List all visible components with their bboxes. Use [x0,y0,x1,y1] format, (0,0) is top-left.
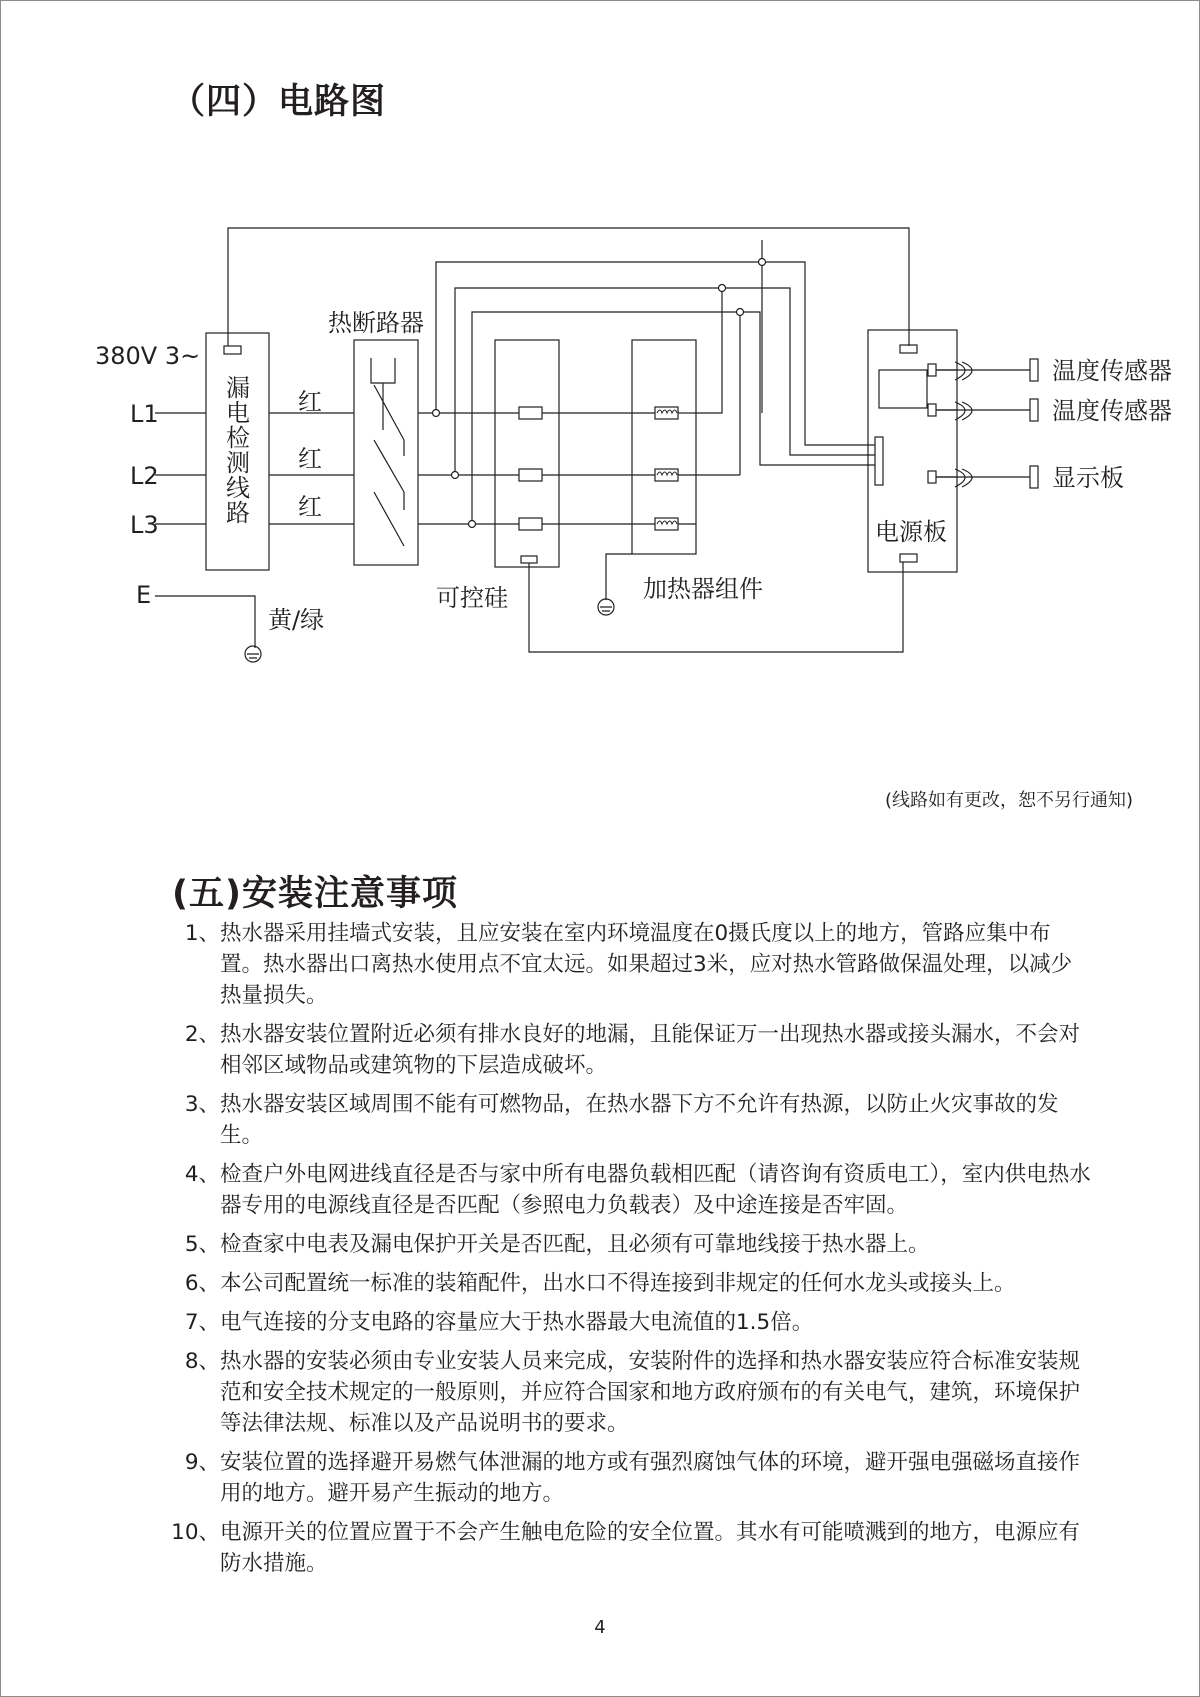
list-item [172,1307,1092,1338]
section-heading-circuit-diagram: （四）电路图 [170,82,387,122]
leakage-label-char: 路 [226,499,250,527]
section-heading-installation-notes: (五)安装注意事项 [172,874,458,914]
power-board-label: 电源板 [875,518,947,546]
list-item [172,1159,1092,1221]
heater-box [632,340,696,554]
change-notice: (线路如有更改，恕不另行通知) [884,790,1133,811]
list-item [172,1268,1092,1299]
thermal-cutout-label: 热断路器 [328,309,424,337]
display-board-label: 显示板 [1052,464,1124,492]
item-text: 电源开关的位置应置于不会产生触电危险的安全位置。其水有可能喷溅到的地方，电源应有防水措施。 [220,1520,1081,1576]
phase-label-l2: L2 [130,462,159,490]
item-number: 3、 [184,1092,220,1117]
leakage-label-char: 漏 [226,374,250,402]
scr-box [495,340,559,567]
phase-label-l1: L1 [130,400,159,428]
list-item [172,918,1092,1011]
thermal-cutout-box [354,340,418,565]
list-item [172,1346,1092,1439]
item-number: 6、 [184,1271,220,1296]
scr-label: 可控硅 [436,584,508,612]
list-item [172,1019,1092,1081]
heater-coils [657,410,677,524]
supply-label: 380V 3~ [95,342,201,370]
sensor-label-1: 温度传感器 [1052,357,1172,385]
heater-label: 加热器组件 [643,575,763,603]
leakage-label-char: 线 [226,474,250,502]
item-number: 1、 [184,921,220,946]
phase-label-l3: L3 [130,511,159,539]
item-text: 本公司配置统一标准的装箱配件，出水口不得连接到非规定的任何水龙头或接头上。 [220,1271,1016,1296]
list-item [172,1089,1092,1151]
item-number: 10、 [171,1520,220,1545]
wire-color-red-3: 红 [298,493,322,521]
circuit-diagram [80,200,1200,680]
wire-color-red-2: 红 [298,445,322,473]
list-item [172,1447,1092,1509]
earth-wire-color-label: 黄/绿 [268,606,325,634]
item-text: 检查家中电表及漏电保护开关是否匹配，且必须有可靠地线接于热水器上。 [220,1232,930,1257]
diagram-wires [155,228,1038,662]
page-number: 4 [594,1617,606,1638]
list-item [172,1229,1092,1260]
earth-label: E [136,581,152,609]
leakage-label-char: 测 [226,449,250,477]
wire-color-red-1: 红 [298,388,322,416]
item-text: 安装位置的选择避开易燃气体泄漏的地方或有强烈腐蚀气体的环境，避开强电强磁场直接作用的地方。避开易产生振动的地方。 [220,1450,1081,1506]
item-text: 电气连接的分支电路的容量应大于热水器最大电流值的1.5倍。 [220,1310,814,1335]
installation-notes-list [172,918,1092,1587]
item-text: 热水器安装位置附近必须有排水良好的地漏，且能保证万一出现热水器或接头漏水，不会对相邻区域物品或建筑物的下层造成破坏。 [220,1022,1081,1078]
item-text: 检查户外电网进线直径是否与家中所有电器负载相匹配（请咨询有资质电工），室内供电热水器专用的电源线直径是否匹配（参照电力负载表）及中途连接是否牢固。 [220,1162,1091,1218]
item-number: 9、 [184,1450,220,1475]
item-text: 热水器采用挂墙式安装，且应安装在室内环境温度在0摄氏度以上的地方，管路应集中布置。热水器出口离热水使用点不宜太远。如果超过3米，应对热水管路做保温处理，以减少热量损失。 [220,921,1073,1008]
list-item [172,1517,1092,1579]
item-number: 7、 [184,1310,220,1335]
sensor-label-2: 温度传感器 [1052,397,1172,425]
leakage-label-char: 检 [226,424,250,452]
item-number: 2、 [184,1022,220,1047]
item-number: 5、 [184,1232,220,1257]
item-number: 8、 [184,1349,220,1374]
item-number: 4、 [184,1162,220,1187]
item-text: 热水器的安装必须由专业安装人员来完成，安装附件的选择和热水器安装应符合标准安装规范和安全技术规定的一般原则，并应符合国家和地方政府颁布的有关电气，建筑，环境保护等法律法规、标准以及产品说明书的要求。 [220,1349,1081,1436]
item-text: 热水器安装区域周围不能有可燃物品，在热水器下方不允许有热源，以防止火灾事故的发生。 [220,1092,1059,1148]
leakage-label-char: 电 [226,399,250,427]
